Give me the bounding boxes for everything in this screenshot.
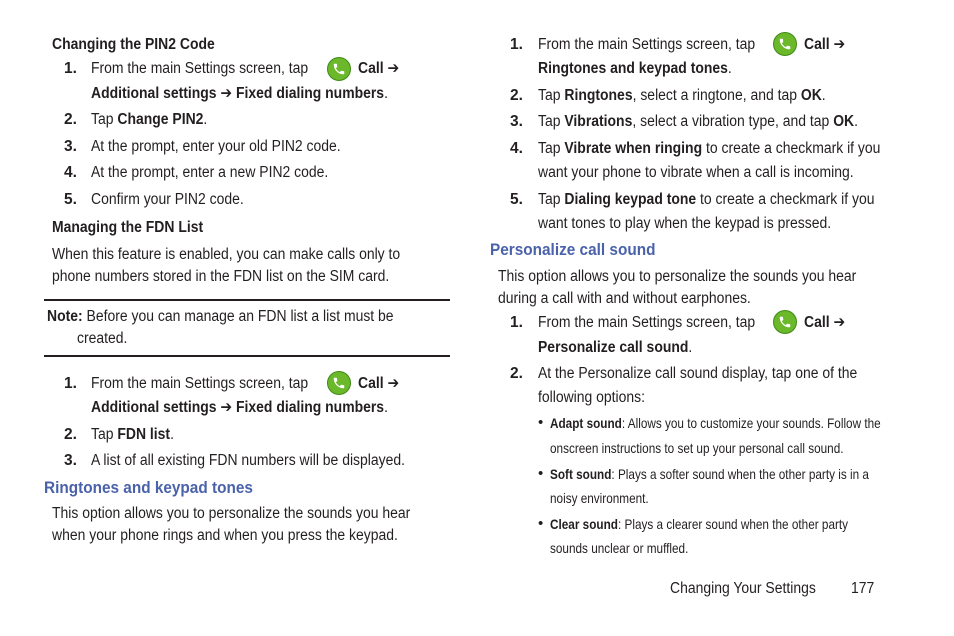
bullet-mark: • [538, 465, 544, 482]
bullet-mark: • [538, 515, 544, 532]
paragraph-line: When this feature is enabled, you can make calls only to [52, 246, 401, 263]
list-item: Clear sound: Plays a clearer sound when the other party [550, 516, 849, 532]
call-label: Call ➔ [804, 36, 846, 53]
call-label: Call ➔ [358, 60, 400, 77]
step-text: From the main Settings screen, tap [91, 375, 309, 392]
paragraph-line: when your phone rings and when you press the keypad. [52, 527, 398, 544]
step-text: Tap Vibrations, select a vibration type, and tap OK. [538, 113, 859, 130]
section-heading-pin2: Changing the PIN2 Code [52, 36, 215, 53]
step-text: At the prompt, enter your old PIN2 code. [91, 138, 341, 155]
menu-path: Additional settings ➔ Fixed dialing numbers. [91, 399, 388, 416]
step-number: 3. [510, 113, 523, 130]
section-heading-ringtones: Ringtones and keypad tones [44, 479, 253, 497]
menu-path: Additional settings ➔ Fixed dialing numbers. [91, 85, 388, 102]
step-number: 2. [64, 111, 77, 128]
step-text: want your phone to vibrate when a call is incoming. [538, 164, 854, 181]
list-item: noisy environment. [550, 490, 649, 506]
call-label: Call ➔ [358, 375, 400, 392]
section-heading-fdn: Managing the FDN List [52, 219, 204, 236]
step-number: 2. [510, 87, 523, 104]
step-text: following options: [538, 389, 646, 406]
arrow-icon: ➔ [220, 85, 233, 102]
step-text: Tap Ringtones, select a ringtone, and tap OK. [538, 87, 826, 104]
step-number: 1. [64, 375, 77, 392]
menu-path: Ringtones and keypad tones. [538, 60, 732, 77]
note-line: Note: Before you can manage an FDN list a list must be [47, 308, 394, 325]
step-number: 5. [510, 191, 523, 208]
list-item: Adapt sound: Allows you to customize your sounds. Follow the [550, 415, 881, 431]
note-bottom-rule [44, 355, 450, 357]
note-top-rule [44, 299, 450, 301]
step-number: 1. [510, 314, 523, 331]
arrow-icon: ➔ [387, 375, 400, 392]
note-label: Note: [47, 308, 83, 325]
paragraph-line: This option allows you to personalize the sounds you hear [498, 268, 857, 285]
arrow-icon: ➔ [833, 36, 846, 53]
step-text: Tap Vibrate when ringing to create a checkmark if you [538, 140, 881, 157]
step-text: At the prompt, enter a new PIN2 code. [91, 164, 329, 181]
paragraph-line: during a call with and without earphones. [498, 290, 751, 307]
list-item: Soft sound: Plays a softer sound when the other party is in a [550, 466, 869, 482]
step-number: 5. [64, 191, 77, 208]
note-line: created. [77, 330, 128, 347]
step-number: 2. [510, 365, 523, 382]
step-text: Tap Dialing keypad tone to create a checkmark if you [538, 191, 875, 208]
list-item: sounds unclear or muffled. [550, 540, 689, 556]
phone-icon [773, 32, 797, 56]
step-number: 3. [64, 452, 77, 469]
step-number: 4. [64, 164, 77, 181]
step-number: 3. [64, 138, 77, 155]
phone-icon [773, 310, 797, 334]
step-text: At the Personalize call sound display, tap one of the [538, 365, 858, 382]
section-heading-personalize: Personalize call sound [490, 241, 656, 259]
arrow-icon: ➔ [387, 60, 400, 77]
bullet-mark: • [538, 414, 544, 431]
step-text: From the main Settings screen, tap [538, 36, 756, 53]
step-number: 1. [510, 36, 523, 53]
footer-section-title: Changing Your Settings [670, 580, 816, 597]
paragraph-line: phone numbers stored in the FDN list on the SIM card. [52, 268, 390, 285]
step-text: Tap Change PIN2. [91, 111, 208, 128]
phone-icon [327, 371, 351, 395]
step-text: From the main Settings screen, tap [91, 60, 309, 77]
step-text: want tones to play when the keypad is pressed. [538, 215, 832, 232]
menu-path: Personalize call sound. [538, 339, 693, 356]
step-number: 4. [510, 140, 523, 157]
step-number: 1. [64, 60, 77, 77]
step-text: Tap FDN list. [91, 426, 174, 443]
paragraph-line: This option allows you to personalize the sounds you hear [52, 505, 411, 522]
page-number: 177 [851, 580, 875, 597]
list-item: onscreen instructions to set up your personal call sound. [550, 440, 844, 456]
arrow-icon: ➔ [220, 399, 233, 416]
step-text: A list of all existing FDN numbers will be displayed. [91, 452, 406, 469]
step-number: 2. [64, 426, 77, 443]
step-text: From the main Settings screen, tap [538, 314, 756, 331]
arrow-icon: ➔ [833, 314, 846, 331]
call-label: Call ➔ [804, 314, 846, 331]
step-text: Confirm your PIN2 code. [91, 191, 244, 208]
phone-icon [327, 57, 351, 81]
